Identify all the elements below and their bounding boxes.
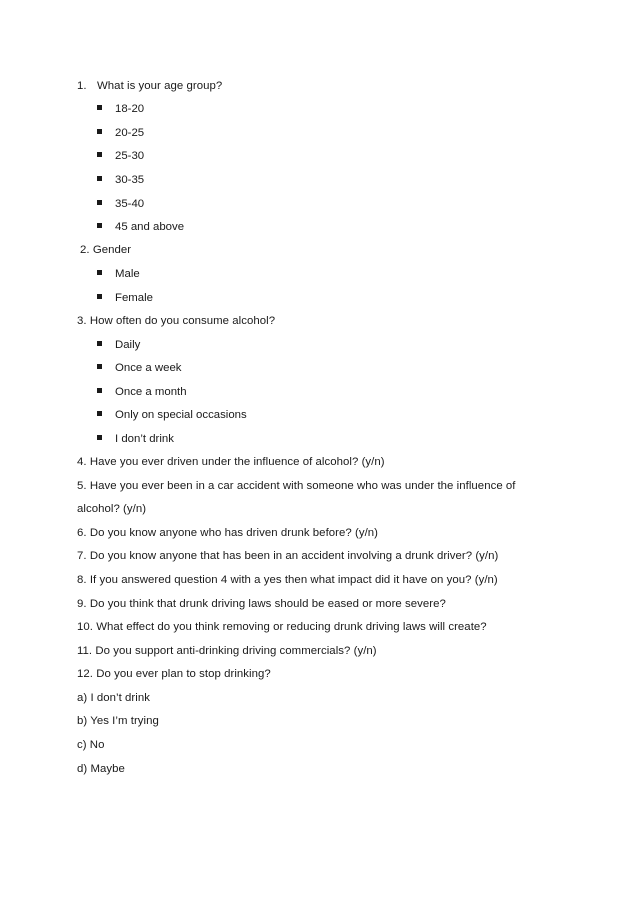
question-1-option: 18-20 <box>115 103 145 115</box>
square-bullet-icon <box>97 129 102 134</box>
question-1-number: 1. <box>77 80 87 92</box>
square-bullet-icon <box>97 364 102 369</box>
question-11-text: 11. Do you support anti-drinking driving commercials? (y/n) <box>77 645 377 657</box>
question-12-option: b) Yes I’m trying <box>77 715 159 727</box>
square-bullet-icon <box>97 223 102 228</box>
question-3-option: Once a week <box>115 362 182 374</box>
question-2-text: 2. Gender <box>80 244 132 256</box>
question-8-text: 8. If you answered question 4 with a yes then what impact did it have on you? (y/n) <box>77 574 498 586</box>
question-3-text: 3. How often do you consume alcohol? <box>77 315 276 327</box>
question-2-option: Female <box>115 292 153 304</box>
square-bullet-icon <box>97 294 102 299</box>
question-1-option: 20-25 <box>115 127 145 139</box>
question-6-text: 6. Do you know anyone who has driven drunk before? (y/n) <box>77 527 379 539</box>
question-10-text: 10. What effect do you think removing or reducing drunk driving laws will create? <box>77 621 487 633</box>
square-bullet-icon <box>97 105 102 110</box>
question-5-text-line1: 5. Have you ever been in a car accident with someone who was under the influence of <box>77 480 516 492</box>
question-4-text: 4. Have you ever driven under the influence of alcohol? (y/n) <box>77 456 385 468</box>
question-1-option: 30-35 <box>115 174 145 186</box>
question-3-option: I don’t drink <box>115 433 174 445</box>
question-5-text-line2: alcohol? (y/n) <box>77 503 147 515</box>
question-1-text: What is your age group? <box>97 80 223 92</box>
square-bullet-icon <box>97 176 102 181</box>
question-2-option: Male <box>115 268 140 280</box>
question-12-option: a) I don’t drink <box>77 692 150 704</box>
question-1-option: 35-40 <box>115 198 145 210</box>
question-12-text: 12. Do you ever plan to stop drinking? <box>77 668 271 680</box>
question-7-text: 7. Do you know anyone that has been in an accident involving a drunk driver? (y/n) <box>77 550 499 562</box>
question-12-option: d) Maybe <box>77 763 125 775</box>
square-bullet-icon <box>97 152 102 157</box>
question-12-option: c) No <box>77 739 105 751</box>
square-bullet-icon <box>97 270 102 275</box>
square-bullet-icon <box>97 388 102 393</box>
question-3-option: Once a month <box>115 386 187 398</box>
square-bullet-icon <box>97 341 102 346</box>
question-9-text: 9. Do you think that drunk driving laws should be eased or more severe? <box>77 598 446 610</box>
question-1-option: 25-30 <box>115 150 145 162</box>
square-bullet-icon <box>97 435 102 440</box>
question-3-option: Only on special occasions <box>115 409 247 421</box>
question-3-option: Daily <box>115 339 141 351</box>
square-bullet-icon <box>97 411 102 416</box>
question-1-option: 45 and above <box>115 221 185 233</box>
square-bullet-icon <box>97 200 102 205</box>
